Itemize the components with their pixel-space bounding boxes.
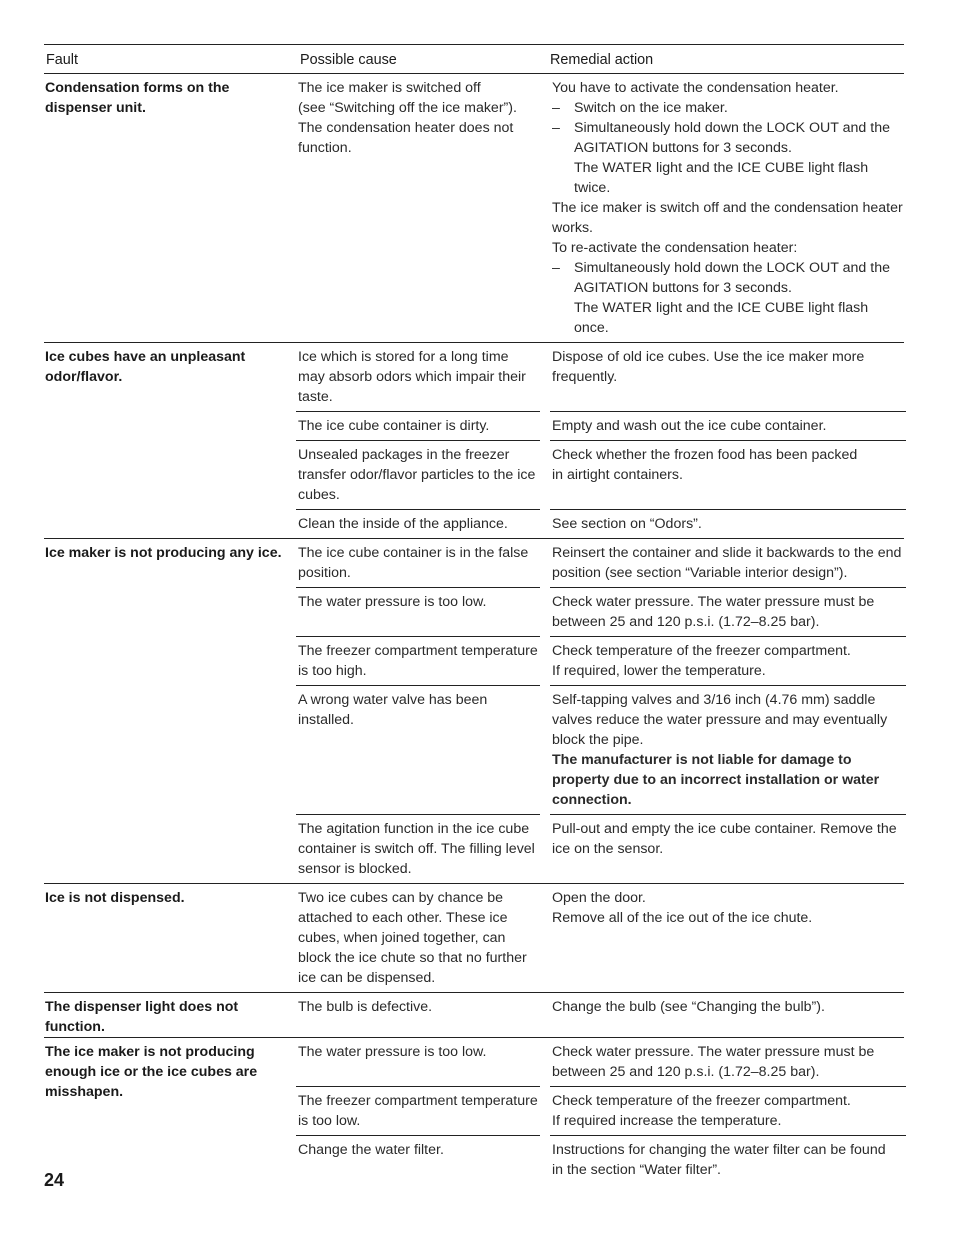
remedial-action <box>550 539 906 587</box>
remedy-step: – Switch on the ice maker. <box>552 98 904 118</box>
table-row <box>296 636 906 685</box>
remedial-action <box>550 636 906 685</box>
possible-cause <box>296 1086 540 1135</box>
remedy-line: Check water pressure. The water pressure must be between 25 and 120 p.s.i. (1.72–8.25 bar). <box>552 1044 875 1080</box>
remedy-step: – Simultaneously hold down the LOCK OUT and the AGITATION buttons for 3 seconds. <box>552 118 904 158</box>
troubleshooting-table <box>44 44 904 1184</box>
remedy-line: Remove all of the ice out of the ice chute. <box>552 910 813 926</box>
possible-cause <box>296 509 540 538</box>
table-row <box>296 440 906 509</box>
remedy-line: Check whether the frozen food has been packed <box>552 447 858 463</box>
cause-line: The ice maker is switched off <box>298 80 481 96</box>
cause-line: The bulb is defective. <box>298 999 433 1015</box>
possible-cause <box>296 884 540 992</box>
possible-cause <box>296 993 540 1021</box>
possible-cause <box>296 1038 540 1086</box>
remedy-step: – Simultaneously hold down the LOCK OUT and the AGITATION buttons for 3 seconds. <box>552 258 904 298</box>
remedial-action <box>550 1038 906 1086</box>
fault-text: The dispenser light does not function. <box>45 999 239 1035</box>
remedy-line: You have to activate the condensation heater. <box>552 80 839 96</box>
remedy-line: The WATER light and the ICE CUBE light flash once. <box>574 300 869 336</box>
remedy-line: Check temperature of the freezer compartment. <box>552 643 851 659</box>
remedy-line: Reinsert the container and slide it backwards to the end position (see section “Variable interior design”). <box>552 545 902 581</box>
fault-text: Ice is not dispensed. <box>45 890 185 906</box>
fault-group <box>44 993 904 1038</box>
cause-line: (see “Switching off the ice maker”). <box>298 100 517 116</box>
remedy-line: See section on “Odors”. <box>552 516 702 532</box>
table-row <box>296 884 906 992</box>
remedy-line: in airtight containers. <box>552 467 683 483</box>
remedial-action <box>550 1135 906 1184</box>
possible-cause <box>296 685 540 814</box>
remedial-action <box>550 814 906 883</box>
remedy-line: Check water pressure. The water pressure must be between 25 and 120 p.s.i. (1.72–8.25 bar). <box>552 594 875 630</box>
remedial-action <box>550 74 906 342</box>
remedy-line: Check temperature of the freezer compartment. <box>552 1093 851 1109</box>
table-row <box>296 74 906 342</box>
possible-cause <box>296 74 540 342</box>
remedy-line: Open the door. <box>552 890 646 906</box>
possible-cause <box>296 636 540 685</box>
cause-line: The ice cube container is in the false position. <box>298 545 529 581</box>
liability-note: The manufacturer is not liable for damage to property due to an incorrect installation or water connection. <box>552 752 880 808</box>
remedial-action <box>550 587 906 636</box>
table-row <box>296 411 906 440</box>
cause-line: A wrong water valve has been installed. <box>298 692 488 728</box>
remedy-line: Empty and wash out the ice cube container. <box>552 418 827 434</box>
cause-line: Clean the inside of the appliance. <box>298 516 508 532</box>
remedial-action <box>550 509 906 538</box>
cause-line: function. <box>298 140 352 156</box>
remedy-line: Pull-out and empty the ice cube container. Remove the ice on the sensor. <box>552 821 897 857</box>
page-number: 24 <box>44 1170 65 1190</box>
cause-line: The freezer compartment temperature is too high. <box>298 643 538 679</box>
table-row <box>296 539 906 587</box>
remedy-line: Self-tapping valves and 3/16 inch (4.76 mm) saddle valves reduce the water pressure and may eventually block the pipe. <box>552 692 888 748</box>
remedial-action <box>550 440 906 509</box>
fault-text: Ice maker is not producing any ice. <box>45 545 282 561</box>
header-fault: Fault <box>46 52 78 68</box>
fault-group <box>44 884 904 993</box>
remedial-action <box>550 411 906 440</box>
possible-cause <box>296 411 540 440</box>
table-row <box>296 1038 906 1086</box>
table-row <box>296 343 906 411</box>
table-row <box>296 685 906 814</box>
remedial-action <box>550 343 906 411</box>
table-row <box>296 1086 906 1135</box>
cause-line: The agitation function in the ice cube container is switch off. The filling level sensor is blocked. <box>298 821 535 877</box>
possible-cause <box>296 539 540 587</box>
cause-line: The water pressure is too low. <box>298 1044 487 1060</box>
fault-group <box>44 539 904 884</box>
table-row <box>296 993 906 1021</box>
remedial-action <box>550 685 906 814</box>
remedy-line: The WATER light and the ICE CUBE light flash twice. <box>574 160 869 196</box>
possible-cause <box>296 343 540 411</box>
fault-text: Condensation forms on the dispenser unit. <box>45 80 230 116</box>
cause-line: The condensation heater does not <box>298 120 514 136</box>
remedial-action <box>550 993 906 1021</box>
table-row <box>296 1135 906 1184</box>
table-row <box>296 509 906 538</box>
fault-group <box>44 74 904 343</box>
remedial-action <box>550 884 906 992</box>
cause-line: Unsealed packages in the freezer transfer odor/flavor particles to the ice cubes. <box>298 447 536 503</box>
header-cause: Possible cause <box>300 52 397 68</box>
table-row <box>296 814 906 883</box>
table-body <box>44 74 904 1184</box>
remedy-line: If required, lower the temperature. <box>552 663 766 679</box>
fault-group <box>44 343 904 539</box>
table-header <box>44 44 904 74</box>
header-remedy: Remedial action <box>550 52 654 68</box>
possible-cause <box>296 814 540 883</box>
cause-line: The water pressure is too low. <box>298 594 487 610</box>
cause-line: Two ice cubes can by chance be attached to each other. These ice cubes, when joined together, can block the ice chute so that no further ice can be dispensed. <box>298 890 527 986</box>
remedy-line: The ice maker is switch off and the condensation heater works. <box>552 200 903 236</box>
remedial-action <box>550 1086 906 1135</box>
fault-text: Ice cubes have an unpleasant odor/flavor. <box>45 349 246 385</box>
remedy-line: If required increase the temperature. <box>552 1113 782 1129</box>
possible-cause <box>296 1135 540 1184</box>
possible-cause <box>296 440 540 509</box>
table-row <box>296 587 906 636</box>
fault-text: The ice maker is not producing enough ice or the ice cubes are misshapen. <box>45 1044 258 1100</box>
fault-group <box>44 1038 904 1184</box>
remedy-line: in the section “Water filter”. <box>552 1162 721 1178</box>
cause-line: Ice which is stored for a long time may absorb odors which impair their taste. <box>298 349 526 405</box>
remedy-line: Change the bulb (see “Changing the bulb”). <box>552 999 825 1015</box>
remedy-line: To re-activate the condensation heater: <box>552 240 798 256</box>
cause-line: The ice cube container is dirty. <box>298 418 490 434</box>
cause-line: The freezer compartment temperature is too low. <box>298 1093 538 1129</box>
cause-line: Change the water filter. <box>298 1142 444 1158</box>
remedy-line: Dispose of old ice cubes. Use the ice maker more frequently. <box>552 349 865 385</box>
possible-cause <box>296 587 540 636</box>
remedy-line: Instructions for changing the water filter can be found <box>552 1142 886 1158</box>
